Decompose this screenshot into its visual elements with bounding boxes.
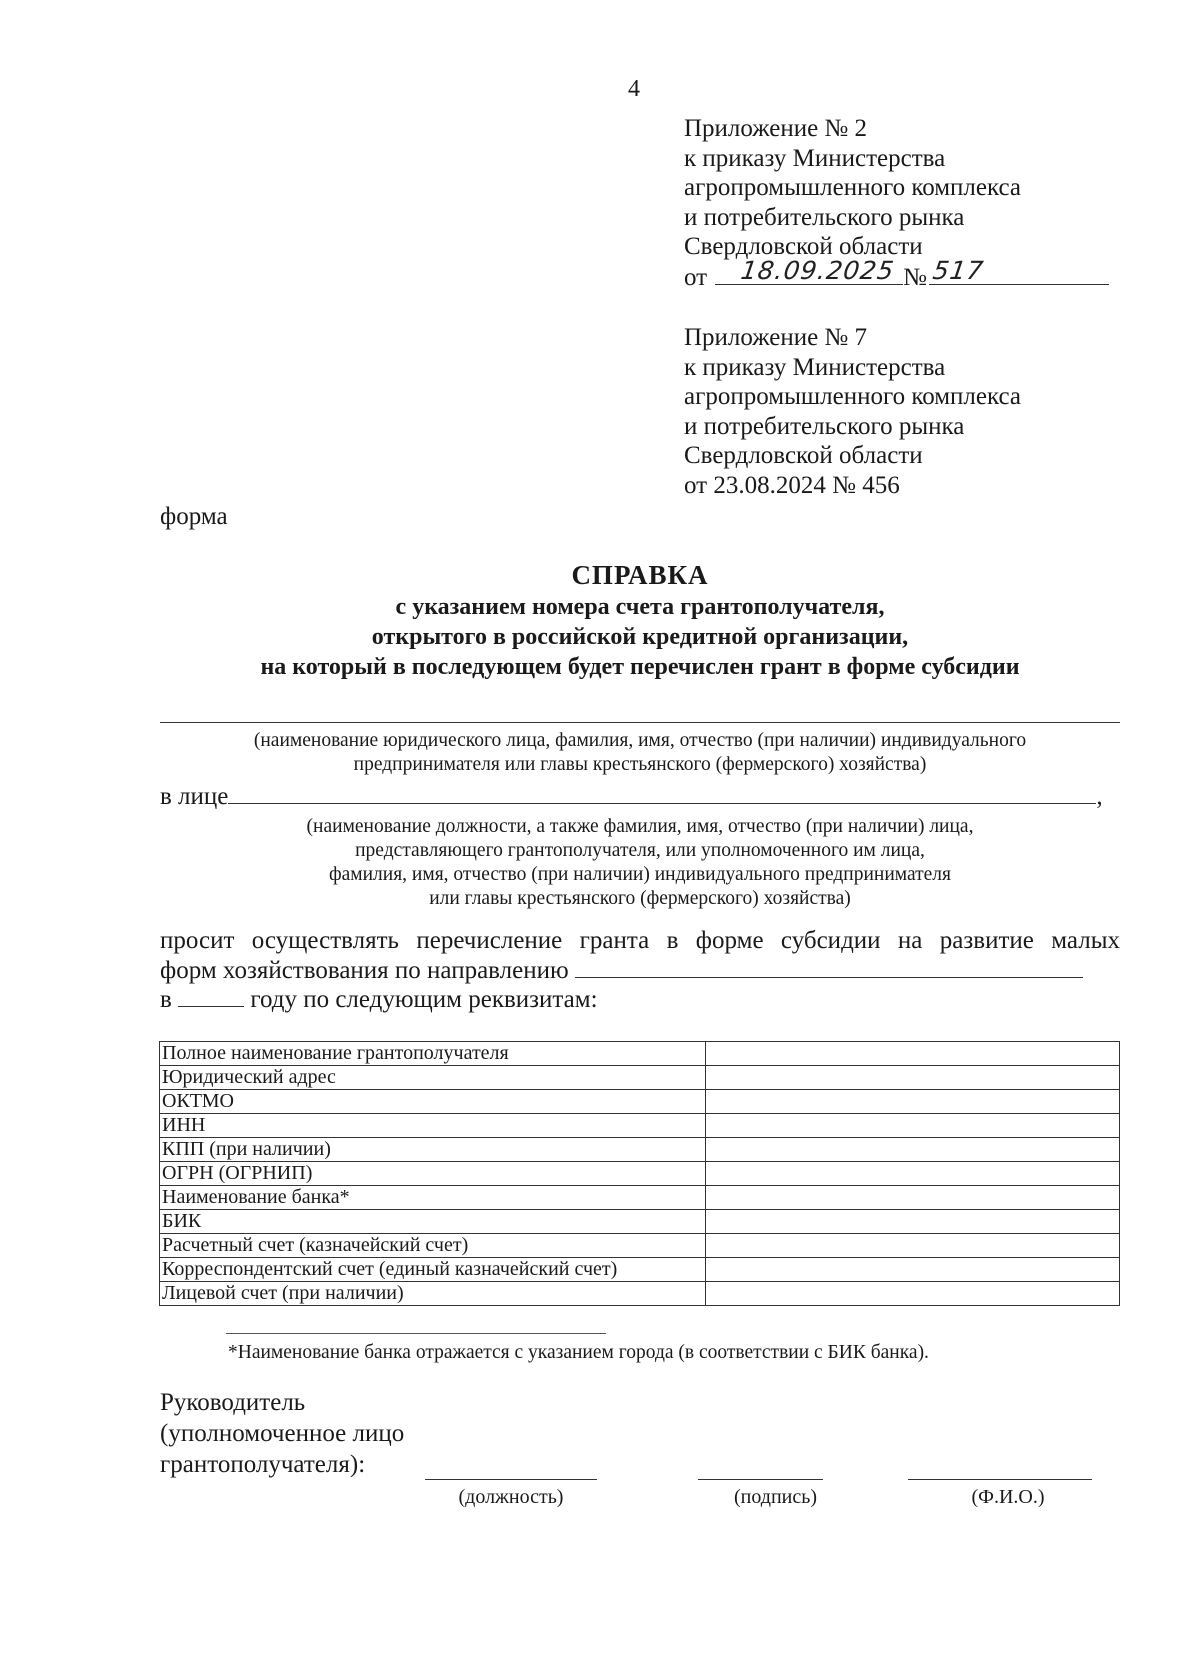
requisite-label: Наименование банка* [160,1186,706,1210]
appendix-current-block [684,114,1109,292]
subtitle-line: открытого в российской кредитной организации, [371,624,909,650]
requisite-label: Корреспондентский счет (единый казначейский счет) [160,1258,706,1282]
request-line-2 [160,957,1083,985]
document-title: СПРАВКА [571,560,709,590]
requisite-label: Полное наименование грантополучателя [160,1042,706,1066]
requisite-value[interactable] [705,1090,1119,1114]
form-label: форма [160,503,228,530]
appendix-line: и потребительского рынка [684,203,965,231]
in-person-comma: , [1096,783,1103,810]
applicant-note [160,729,1120,777]
requisite-label: БИК [160,1210,706,1234]
requisite-value[interactable] [705,1282,1119,1306]
table-row [160,1186,1120,1210]
title-block [100,558,1180,682]
in-person-line [160,783,1103,811]
table-row [160,1138,1120,1162]
appendix-date-line [684,256,1109,293]
year-field[interactable] [178,986,244,1007]
representative-field[interactable] [228,783,1096,804]
number-label: № [903,263,927,291]
appendix-line: к приказу Министерства [684,353,946,381]
requisite-label: Юридический адрес [160,1066,706,1090]
table-row [160,1114,1120,1138]
subtitle-line: на который в последующем будет перечислен грант в форме субсидии [260,654,1020,680]
note-line: предпринимателя или главы крестьянского (фермерского) хозяйства) [353,754,927,775]
table-row [160,1234,1120,1258]
appendix-original-block [684,323,1021,500]
appendix-line: и потребительского рынка [684,412,965,440]
applicant-name-field[interactable] [160,722,1120,723]
request-line-1: просит осуществлять перечисление гранта в форме субсидии на развитие малых [160,927,1120,954]
appendix-line: агропромышленного комплекса [684,174,1022,201]
in-person-label: в лице [160,783,229,810]
request-direction-label: форм хозяйствования по направлению [160,957,569,984]
note-line: или главы крестьянского (фермерского) хозяйства) [429,888,851,909]
footnote: *Наименование банка отражается с указанием города (в соответствии с БИК банка). [228,1342,929,1363]
signer-line: Руководитель [160,1389,306,1416]
table-row [160,1162,1120,1186]
requisite-value[interactable] [705,1042,1119,1066]
table-row [160,1066,1120,1090]
requisite-value[interactable] [705,1210,1119,1234]
requisite-value[interactable] [705,1162,1119,1186]
appendix-line: к приказу Министерства [684,144,946,172]
appendix-line: от 23.08.2024 № 456 [684,471,900,499]
signature-caption: (подпись) [733,1486,818,1508]
page-number: 4 [628,76,640,102]
direction-field[interactable] [575,957,1083,978]
appendix-line: Приложение № 2 [684,115,868,142]
handwritten-date: 18.09.2025 [739,256,897,285]
requisite-value[interactable] [705,1234,1119,1258]
note-line: представляющего грантополучателя, или уполномоченного им лица, [355,840,925,861]
requisite-label: КПП (при наличии) [160,1138,706,1162]
subtitle-line: с указанием номера счета грантополучателя, [395,594,885,620]
requisite-label: Расчетный счет (казначейский счет) [160,1234,706,1258]
table-row [160,1090,1120,1114]
full-name-caption: (Ф.И.О.) [971,1486,1045,1508]
representative-note [180,815,1100,911]
requisite-value[interactable] [705,1258,1119,1282]
table-row [160,1258,1120,1282]
appendix-line: Свердловской области [684,442,923,469]
position-caption: (должность) [458,1486,564,1508]
note-line: (наименование должности, а также фамилия, имя, отчество (при наличии) лица, [306,816,974,837]
requisite-value[interactable] [705,1114,1119,1138]
table-row [160,1042,1120,1066]
signer-line: (уполномоченное лицо [160,1420,405,1447]
requisite-label: ИНН [160,1114,706,1138]
number-field [929,256,1109,285]
signature-field[interactable] [698,1479,823,1480]
requisite-value[interactable] [705,1066,1119,1090]
requisite-label: Лицевой счет (при наличии) [160,1282,706,1306]
full-name-field[interactable] [908,1479,1092,1480]
requisite-label: ОГРН (ОГРНИП) [160,1162,706,1186]
appendix-line: Свердловской области [684,233,923,260]
table-row [160,1282,1120,1306]
note-line: фамилия, имя, отчество (при наличии) индивидуального предпринимателя [328,864,952,885]
appendix-line: Приложение № 7 [684,324,868,351]
date-field [715,256,903,285]
year-prefix: в [160,986,172,1013]
document-subtitle [100,592,1180,682]
requisite-value[interactable] [705,1186,1119,1210]
signer-line: грантополучателя): [160,1451,366,1478]
table-row [160,1210,1120,1234]
requisite-label: ОКТМО [160,1090,706,1114]
request-line-3 [160,986,598,1014]
appendix-line: агропромышленного комплекса [684,383,1022,410]
handwritten-number: 517 [930,256,986,285]
footnote-divider [226,1333,606,1334]
date-prefix: от [684,263,708,291]
note-line: (наименование юридического лица, фамилия, имя, отчество (при наличии) индивидуального [253,730,1027,751]
signer-block [160,1387,404,1480]
requisite-value[interactable] [705,1138,1119,1162]
year-suffix: году по следующим реквизитам: [250,986,598,1013]
requisites-table [159,1041,1120,1306]
position-field[interactable] [425,1479,597,1480]
